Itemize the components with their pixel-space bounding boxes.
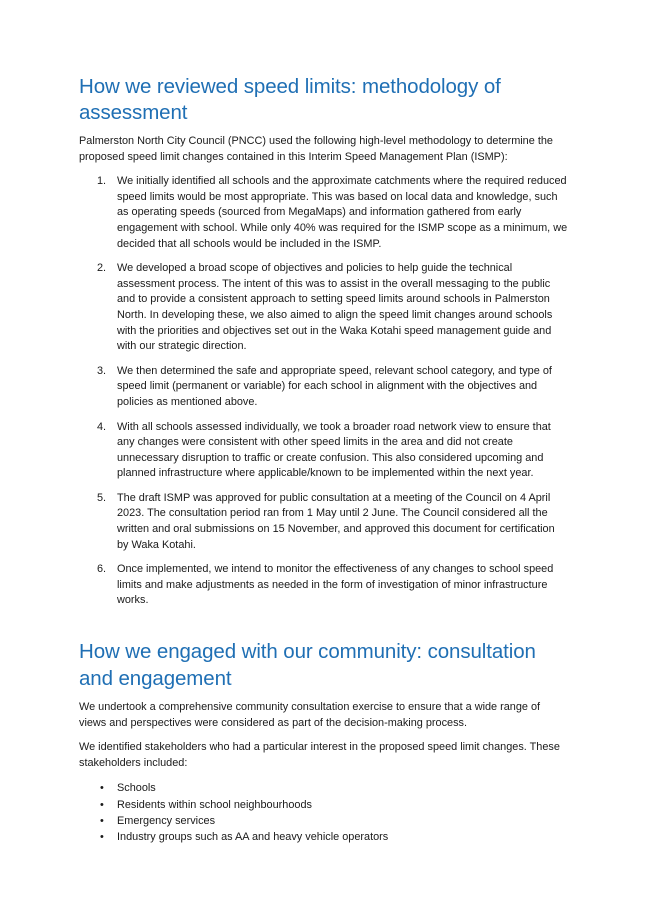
list-item-text: Residents within school neighbourhoods: [117, 798, 312, 811]
methodology-steps-list: [79, 174, 569, 609]
list-item: [79, 829, 569, 845]
section-heading-methodology: How we reviewed speed limits: methodology of assessment: [79, 75, 501, 124]
list-item: [79, 562, 569, 609]
list-item: [79, 364, 569, 411]
methodology-intro: Palmerston North City Council (PNCC) used the following high-level methodology to determine the proposed speed limit changes contained in this Interim Speed Management Plan (ISMP):: [79, 135, 553, 163]
list-item-number: 5.: [97, 491, 107, 504]
list-item-text: Emergency services: [117, 815, 216, 827]
section-heading-engagement: How we engaged with our community: consultation and engagement: [79, 640, 536, 690]
list-item: [79, 174, 569, 252]
list-item-text: Industry groups such as AA and heavy vehicle operators: [117, 831, 389, 844]
list-item-text: We initially identified all schools and the approximate catchments where the required reduced speed limits would be most appropriate. This was based on local data and knowledge, such as operating speeds (sourced from MegaMaps) and information gathered from early engagement with school. While only 40% was required for the ISMP scope as a minimum, we decided that all schools would be included in the ISMP.: [117, 175, 568, 250]
list-item-text: We developed a broad scope of objectives and policies to help guide the technical assessment process. The intent of this was to assist in the overall messaging to the public and to provide a consistent approach to setting speed limits around schools in Palmerston North. In developing these, we also aimed to align the speed limit changes around schools with the priorities and objectives set out in the Waka Kotahi speed management guide and with our strategic direction.: [117, 262, 553, 353]
bullet-icon: •: [100, 782, 104, 795]
stakeholders-list: [79, 780, 569, 845]
list-item: [79, 491, 569, 553]
bullet-icon: •: [100, 798, 104, 811]
list-item: [79, 261, 569, 355]
list-item: [79, 813, 569, 829]
list-item-number: 3.: [97, 364, 107, 377]
list-item-number: 6.: [97, 563, 107, 576]
document-content: [79, 74, 569, 846]
list-item-text: With all schools assessed individually, we took a broader road network view to ensure that any changes were consistent with other speed limits in the area and did not create unnecessary disruption to traffic or create confusion. This also considered upcoming and planned infrastructure where applicable/known to be implemented within the next year.: [117, 420, 551, 480]
list-item-number: 2.: [97, 262, 107, 275]
bullet-icon: •: [100, 831, 104, 844]
engagement-paragraph-2: We identified stakeholders who had a particular interest in the proposed speed limit changes. These stakeholders included:: [79, 741, 560, 769]
bullet-icon: •: [100, 815, 104, 827]
list-item-number: 1.: [97, 175, 107, 188]
list-item-text: Schools: [117, 782, 156, 795]
engagement-paragraph-1: We undertook a comprehensive community consultation exercise to ensure that a wide range of views and perspectives were considered as part of the decision-making process.: [79, 701, 541, 729]
list-item-text: The draft ISMP was approved for public consultation at a meeting of the Council on 4 April 2023. The consultation period ran from 1 May until 2 June. The Council considered all the written and oral submissions on 15 November, and approved this document for certification by Waka Kotahi.: [117, 491, 555, 551]
list-item: [79, 420, 569, 482]
list-item-text: Once implemented, we intend to monitor the effectiveness of any changes to school speed limits and make adjustments as needed in the form of investigation of minor infrastructure works.: [117, 563, 554, 607]
list-item: [79, 797, 569, 813]
list-item: [79, 780, 569, 796]
list-item-text: We then determined the safe and appropriate speed, relevant school category, and type of speed limit (permanent or variable) for each school in alignment with the objectives and policies as mentioned above.: [117, 364, 552, 408]
list-item-number: 4.: [97, 420, 107, 433]
